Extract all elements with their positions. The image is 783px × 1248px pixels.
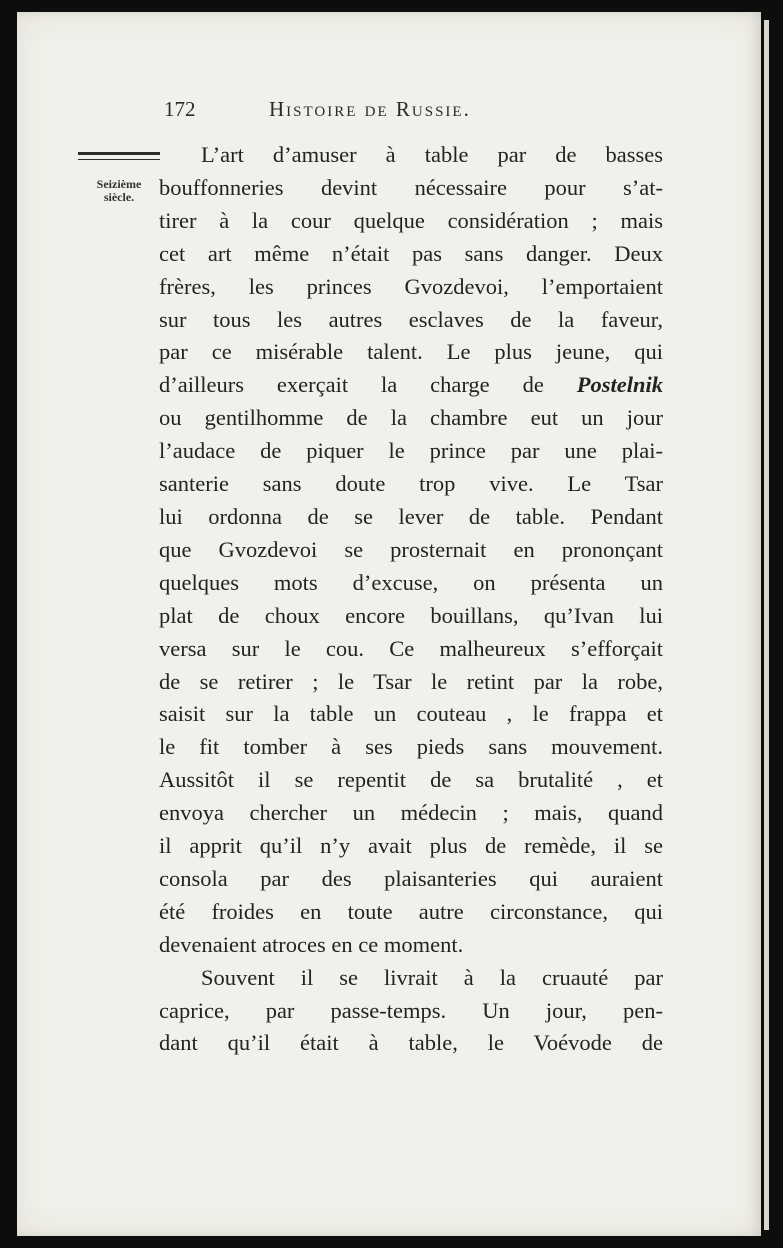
page-number: 172 <box>164 97 196 121</box>
text-line: santerie sans doute trop vive. Le Tsar <box>159 471 663 497</box>
text-line: été froides en toute autre circonstance, qui <box>159 898 663 924</box>
body-text <box>159 139 663 1060</box>
text-line: bouffonneries devint nécessaire pour s’at- <box>159 174 663 200</box>
text-line: tirer à la cour quelque considération ; mais <box>159 207 663 233</box>
text-line: le fit tomber à ses pieds sans mouvement. <box>159 734 663 760</box>
text-line: lui ordonna de se lever de table. Pendant <box>159 503 663 529</box>
page-header <box>150 97 670 127</box>
text-line: L’art d’amuser à table par de basses <box>201 142 663 167</box>
margin-note-line: siècle. <box>103 190 135 204</box>
text-line: versa sur le cou. Ce malheureux s’efforçait <box>159 635 663 661</box>
text-line: l’audace de piquer le prince par une plai- <box>159 438 663 464</box>
text-line-part: d’ailleurs exerçait la charge de <box>159 372 544 398</box>
text-line: Aussitôt il se repentit de sa brutalité , et <box>159 767 663 793</box>
text-line: caprice, par passe-temps. Un jour, pen- <box>159 997 663 1023</box>
text-line: cet art même n’était pas sans danger. Deux <box>159 240 663 266</box>
text-line: devenaient atroces en ce moment. <box>159 931 464 957</box>
text-line: de se retirer ; le Tsar le retint par la robe, <box>159 668 663 694</box>
text-line-with-italic <box>159 369 663 402</box>
text-line: plat de choux encore bouillans, qu’Ivan lui <box>159 602 663 628</box>
text-line: consola par des plaisanteries qui auraient <box>159 865 663 891</box>
text-line: il apprit qu’il n’y avait plus de remède, il se <box>159 833 663 859</box>
text-line: sur tous les autres esclaves de la faveur, <box>159 306 663 332</box>
text-line: que Gvozdevoi se prosternait en prononçant <box>159 536 663 562</box>
running-title: Histoire de Russie. <box>269 97 471 121</box>
text-line: Souvent il se livrait à la cruauté par <box>201 964 663 990</box>
margin-note-line: Seizième <box>96 177 142 191</box>
text-line: saisit sur la table un couteau , le frappa et <box>159 701 663 727</box>
italic-term: Postelnik <box>576 372 664 398</box>
text-line: dant qu’il était à table, le Voévode de <box>159 1030 663 1056</box>
text-line: par ce misérable talent. Le plus jeune, qui <box>159 339 663 365</box>
text-line: envoya chercher un médecin ; mais, quand <box>159 800 663 826</box>
margin-rule-thick <box>78 152 160 155</box>
text-line: quelques mots d’excuse, on présenta un <box>159 569 663 595</box>
page-edge <box>764 20 769 1230</box>
margin-rule-thin <box>78 159 160 160</box>
margin-note <box>78 178 160 204</box>
text-line: frères, les princes Gvozdevoi, l’emportaient <box>159 273 663 299</box>
text-line: ou gentilhomme de la chambre eut un jour <box>159 405 663 431</box>
